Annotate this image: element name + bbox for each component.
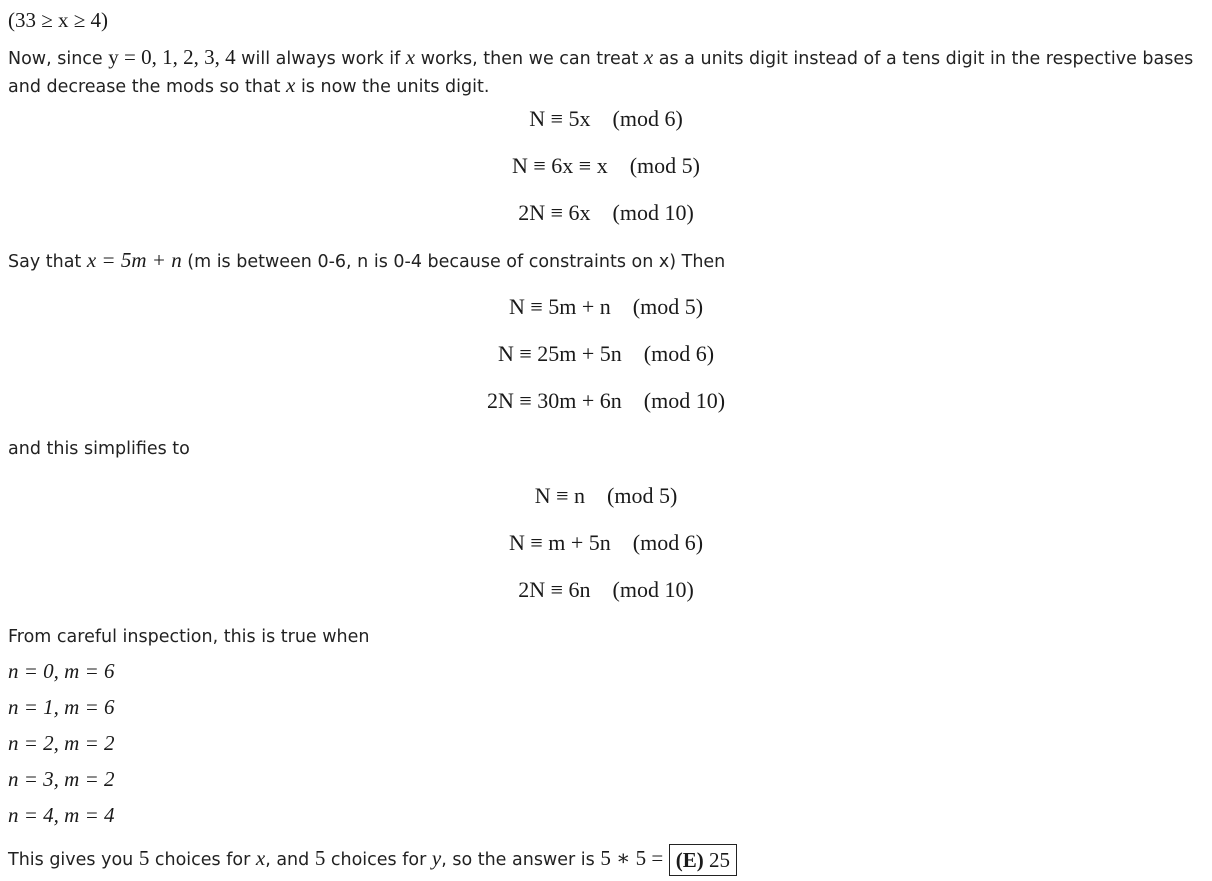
display-equation: 2N ≡ 6n (mod 10) bbox=[518, 577, 694, 602]
solution-line: n = 2, m = 2 bbox=[8, 731, 115, 755]
answer-value: 25 bbox=[709, 848, 731, 872]
display-equation: N ≡ n (mod 5) bbox=[534, 483, 678, 508]
math-inline: 5 bbox=[314, 846, 326, 870]
display-equation: N ≡ 5m + n (mod 5) bbox=[508, 294, 704, 319]
math-inline: y bbox=[431, 846, 442, 870]
display-equation: 2N ≡ 30m + 6n (mod 10) bbox=[486, 388, 726, 413]
text-segment: , and bbox=[265, 850, 315, 870]
answer-box bbox=[669, 844, 737, 876]
math-inline: y = 0, 1, 2, 3, 4 bbox=[108, 45, 236, 69]
math-inline: x bbox=[255, 846, 266, 870]
display-equation: N ≡ 5x (mod 6) bbox=[529, 106, 683, 131]
math-inline: x bbox=[405, 45, 416, 69]
solution-line: n = 4, m = 4 bbox=[8, 803, 115, 827]
simplify-paragraph: and this simplifies to bbox=[8, 439, 190, 459]
text-segment: choices for bbox=[325, 850, 432, 870]
math-inline: 5 bbox=[138, 846, 150, 870]
math-inline: x = 5m + n bbox=[86, 248, 182, 272]
text-segment: Now, since bbox=[8, 49, 109, 69]
text-segment: will always work if bbox=[235, 49, 406, 69]
text-segment: Say that bbox=[8, 252, 87, 272]
display-equation: N ≡ 6x ≡ x (mod 5) bbox=[512, 153, 700, 178]
constraint-text: (33 ≥ x ≥ 4) bbox=[8, 8, 109, 32]
answer-label: (E) bbox=[675, 848, 704, 872]
display-equation: 2N ≡ 6x (mod 10) bbox=[518, 200, 694, 225]
display-equation: N ≡ 25m + 5n (mod 6) bbox=[497, 341, 715, 366]
conclusion-paragraph bbox=[8, 842, 737, 874]
text-segment: as a units digit instead of a tens digit in the respective bases and decrease the mods so that bbox=[8, 49, 1194, 97]
solution-line: n = 0, m = 6 bbox=[8, 659, 115, 683]
substitution-paragraph bbox=[8, 247, 725, 275]
inspection-paragraph: From careful inspection, this is true when bbox=[8, 627, 370, 647]
text-segment: (m is between 0-6, n is 0-4 because of constraints on x) Then bbox=[181, 252, 726, 272]
text-segment: , so the answer is bbox=[441, 850, 601, 870]
text-segment: is now the units digit. bbox=[295, 77, 490, 97]
math-inline: x bbox=[643, 45, 654, 69]
display-equation: N ≡ m + 5n (mod 6) bbox=[508, 530, 704, 555]
math-inline: x bbox=[286, 73, 296, 97]
solution-line: n = 1, m = 6 bbox=[8, 695, 115, 719]
solution-line: n = 3, m = 2 bbox=[8, 767, 115, 791]
math-inline: 5 ∗ 5 = bbox=[600, 846, 664, 870]
intro-paragraph bbox=[8, 44, 1198, 100]
text-segment: works, then we can treat bbox=[415, 49, 644, 69]
text-segment: This gives you bbox=[8, 850, 139, 870]
text-segment: choices for bbox=[149, 850, 256, 870]
